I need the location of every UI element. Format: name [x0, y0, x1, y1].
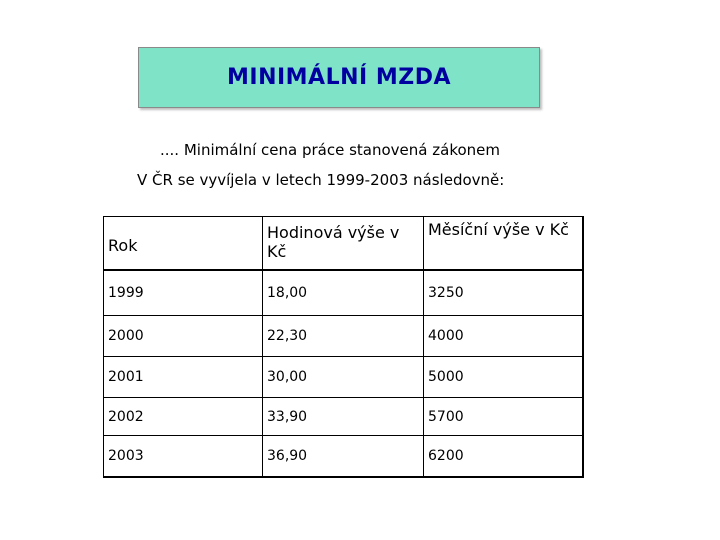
- header-hourly-wage: Hodinová výše v Kč: [263, 217, 424, 271]
- header-monthly-wage: Měsíční výše v Kč: [424, 217, 583, 271]
- cell-hourly: 22,30: [263, 316, 424, 357]
- cell-monthly: 3250: [424, 270, 583, 316]
- cell-monthly: 4000: [424, 316, 583, 357]
- cell-hourly: 18,00: [263, 270, 424, 316]
- header-year: Rok: [104, 217, 263, 271]
- cell-year: 1999: [104, 270, 263, 316]
- cell-monthly: 5000: [424, 357, 583, 398]
- table-header-row: [104, 217, 583, 271]
- cell-year: 2002: [104, 398, 263, 436]
- table-row: [104, 357, 583, 398]
- title-banner: [138, 47, 540, 108]
- table-row: [104, 398, 583, 436]
- cell-year: 2001: [104, 357, 263, 398]
- table-row: [104, 436, 583, 478]
- table-row: [104, 316, 583, 357]
- table-row: [104, 270, 583, 316]
- cell-hourly: 36,90: [263, 436, 424, 478]
- cell-year: 2003: [104, 436, 263, 478]
- intro-line-2: V ČR se vyvíjela v letech 1999-2003 následovně:: [137, 171, 505, 189]
- cell-hourly: 33,90: [263, 398, 424, 436]
- cell-year: 2000: [104, 316, 263, 357]
- minimum-wage-table: [103, 216, 584, 478]
- cell-monthly: 6200: [424, 436, 583, 478]
- cell-monthly: 5700: [424, 398, 583, 436]
- intro-line-1: .... Minimální cena práce stanovená zákonem: [160, 141, 500, 159]
- page-title: MINIMÁLNÍ MZDA: [226, 65, 451, 90]
- cell-hourly: 30,00: [263, 357, 424, 398]
